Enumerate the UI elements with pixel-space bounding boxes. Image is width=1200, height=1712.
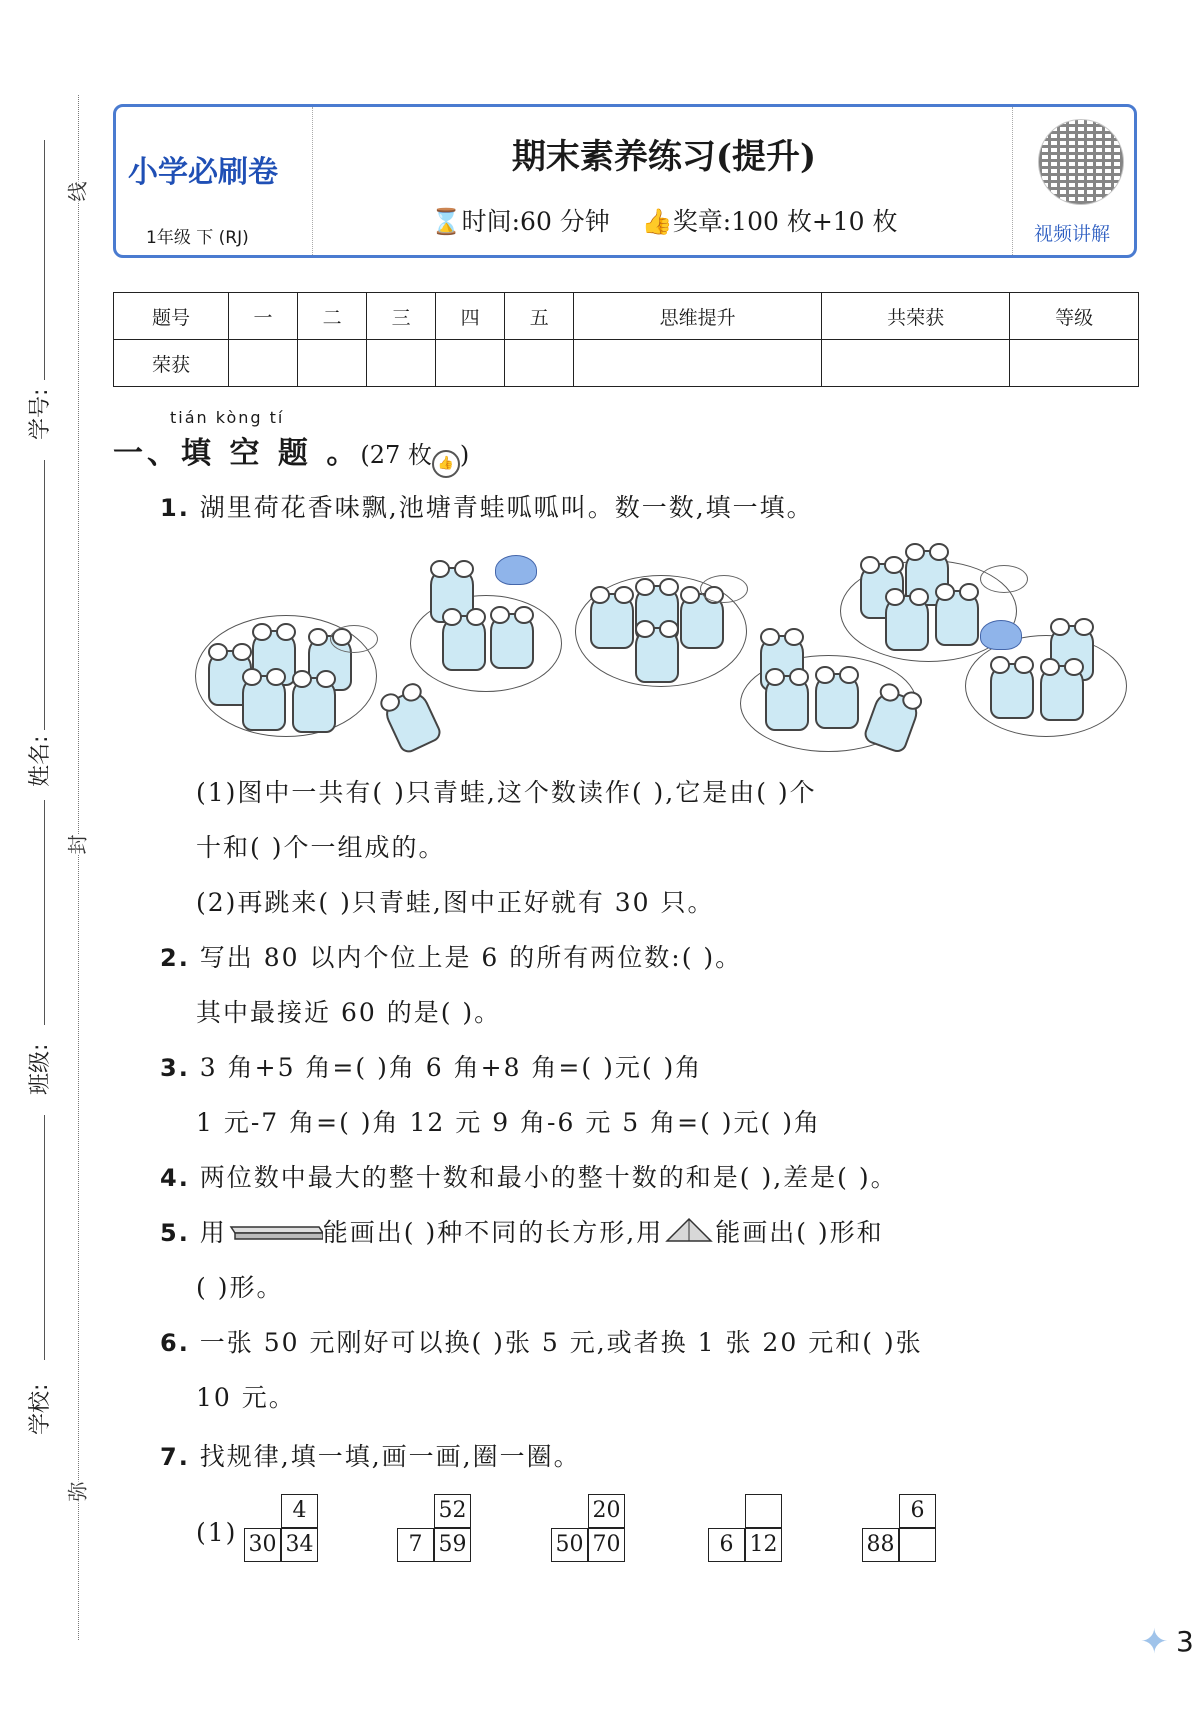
score-input-cell[interactable]: [436, 340, 505, 387]
question-7: [160, 1437, 581, 1473]
score-input-cell[interactable]: [229, 340, 298, 387]
pattern-box-right: 12: [745, 1528, 782, 1562]
pattern-box-top: 6: [899, 1494, 936, 1528]
pattern-box-left: 50: [551, 1528, 588, 1562]
brand-logo: 小学必刷卷: [128, 155, 278, 190]
question-4: [160, 1158, 898, 1194]
score-input-cell[interactable]: [822, 340, 1010, 387]
question-text: 用: [199, 1218, 227, 1247]
lotus-leaf: [700, 575, 748, 603]
frog-icon: [292, 677, 336, 733]
question-text: 能画出( )种不同的长方形,用: [322, 1218, 664, 1247]
page-number: 3: [1176, 1625, 1194, 1658]
question-number: 2.: [160, 944, 190, 972]
school-label: 学校:: [28, 1383, 53, 1435]
frog-icon: [590, 593, 634, 649]
points-close: ): [459, 441, 470, 469]
question-text: 能画出( )形和: [715, 1218, 884, 1247]
table-row: [114, 340, 1139, 387]
seal-mark-seal: 封: [60, 835, 93, 855]
question-6-cont: 10 元。: [196, 1383, 296, 1412]
frog-icon: [490, 613, 534, 669]
table-cell: 思维提升: [574, 293, 822, 340]
question-number: 7.: [160, 1443, 190, 1471]
pattern-box-right: 70: [588, 1528, 625, 1562]
score-input-cell[interactable]: [367, 340, 436, 387]
rectangular-block-icon: [227, 1221, 323, 1243]
score-input-cell[interactable]: [1010, 340, 1139, 387]
frog-icon: [815, 673, 859, 729]
section-points: [360, 441, 469, 469]
time-label: 时间:60 分钟: [461, 207, 610, 236]
pattern-box-top-blank[interactable]: [745, 1494, 782, 1528]
frog-icon: [442, 615, 486, 671]
question-number: 5.: [160, 1219, 190, 1247]
video-label[interactable]: 视频讲解: [1034, 223, 1111, 245]
question-3: [160, 1048, 702, 1084]
question-7-part-1-label: (1): [196, 1518, 238, 1547]
frog-icon: [635, 627, 679, 683]
grade-label: 1年级 下 (RJ): [146, 228, 249, 248]
class-write-line: [44, 800, 45, 1025]
seal-mark-line: 线: [60, 182, 93, 202]
id-label: 学号:: [28, 388, 53, 440]
question-2-cont: 其中最接近 60 的是( )。: [196, 998, 502, 1027]
pattern-box-right-blank[interactable]: [899, 1528, 936, 1562]
name-label: 姓名:: [28, 735, 53, 787]
frog-icon: [1040, 665, 1084, 721]
table-cell: 共荣获: [822, 293, 1010, 340]
pattern-box-left: 6: [708, 1528, 745, 1562]
frog-icon: [990, 663, 1034, 719]
question-1-part-1-cont: 十和( )个一组成的。: [196, 833, 446, 862]
header-divider: [1012, 107, 1013, 255]
header-divider: [312, 107, 313, 255]
points-text: (27 枚: [360, 441, 432, 469]
section-title: [113, 428, 469, 478]
lotus-leaf: [980, 565, 1028, 593]
question-text: 3 角+5 角=( )角 6 角+8 角=( )元( )角: [199, 1053, 703, 1082]
table-cell: 五: [505, 293, 574, 340]
section-pinyin: tián kòng tí: [170, 408, 285, 427]
question-2: [160, 938, 742, 974]
question-1: [160, 488, 814, 524]
triangular-prism-icon: [663, 1215, 715, 1245]
award-label: 奖章:100 枚+10 枚: [672, 207, 898, 236]
table-cell: 题号: [114, 293, 229, 340]
question-text: 一张 50 元刚好可以换( )张 5 元,或者换 1 张 20 元和( )张: [199, 1328, 923, 1357]
question-text: 两位数中最大的整十数和最小的整十数的和是( ),差是( )。: [199, 1163, 898, 1192]
question-text: 写出 80 以内个位上是 6 的所有两位数:( )。: [199, 943, 743, 972]
medal-icon: 👍: [432, 450, 460, 478]
star-icon: ✦: [1140, 1622, 1169, 1662]
name-write-line: [44, 460, 45, 730]
question-6: [160, 1323, 923, 1359]
score-input-cell[interactable]: [298, 340, 367, 387]
question-5-cont: ( )形。: [196, 1273, 284, 1302]
table-cell: 三: [367, 293, 436, 340]
question-number: 1.: [160, 494, 190, 522]
pattern-box-right: 59: [434, 1528, 471, 1562]
thumbs-up-icon: 👍: [641, 207, 673, 236]
score-input-cell[interactable]: [505, 340, 574, 387]
exam-info: [316, 202, 1012, 238]
table-cell: 荣获: [114, 340, 229, 387]
page-title: 期末素养练习(提升): [511, 137, 817, 177]
frog-icon: [765, 675, 809, 731]
frog-icon: [885, 595, 929, 651]
pattern-box-right: 34: [281, 1528, 318, 1562]
table-cell: 四: [436, 293, 505, 340]
pattern-box-top: 4: [281, 1494, 318, 1528]
lotus-flower-icon: [495, 555, 537, 585]
pattern-box-left: 7: [397, 1528, 434, 1562]
question-3-cont: 1 元-7 角=( )角 12 元 9 角-6 元 5 角=( )元( )角: [196, 1108, 822, 1137]
jumping-frog-icon: [380, 686, 444, 755]
frog-pond-illustration: [180, 545, 1140, 755]
class-label: 班级:: [28, 1043, 53, 1095]
pattern-box-left: 88: [862, 1528, 899, 1562]
hourglass-icon: ⌛: [430, 207, 462, 236]
score-input-cell[interactable]: [574, 340, 822, 387]
table-cell: 等级: [1010, 293, 1139, 340]
section-title-text: 一、填 空 题 。: [113, 436, 361, 471]
pattern-box-top: 52: [434, 1494, 471, 1528]
school-write-line: [44, 1115, 45, 1360]
id-write-line: [44, 140, 45, 380]
seal-mark-sealed: 弥: [60, 1482, 93, 1502]
lotus-flower-icon: [980, 620, 1022, 650]
score-table: [113, 292, 1139, 387]
question-number: 6.: [160, 1329, 190, 1357]
frog-icon: [242, 675, 286, 731]
question-number: 4.: [160, 1164, 190, 1192]
lotus-leaf: [330, 625, 378, 653]
question-1-part-1: (1)图中一共有( )只青蛙,这个数读作( ),它是由( )个: [196, 778, 817, 807]
question-number: 3.: [160, 1054, 190, 1082]
binding-dotted-line: [78, 95, 79, 1640]
question-1-part-2: (2)再跳来( )只青蛙,图中正好就有 30 只。: [196, 888, 715, 917]
header-banner: [113, 104, 1137, 258]
question-text: 湖里荷花香味飘,池塘青蛙呱呱叫。数一数,填一填。: [199, 493, 814, 522]
pattern-box-top: 20: [588, 1494, 625, 1528]
pattern-box-left: 30: [244, 1528, 281, 1562]
question-5: [160, 1213, 884, 1249]
table-row: [114, 293, 1139, 340]
table-cell: 二: [298, 293, 367, 340]
table-cell: 一: [229, 293, 298, 340]
qr-code-icon[interactable]: [1038, 119, 1124, 205]
frog-icon: [935, 590, 979, 646]
question-text: 找规律,填一填,画一画,圈一圈。: [199, 1442, 581, 1471]
